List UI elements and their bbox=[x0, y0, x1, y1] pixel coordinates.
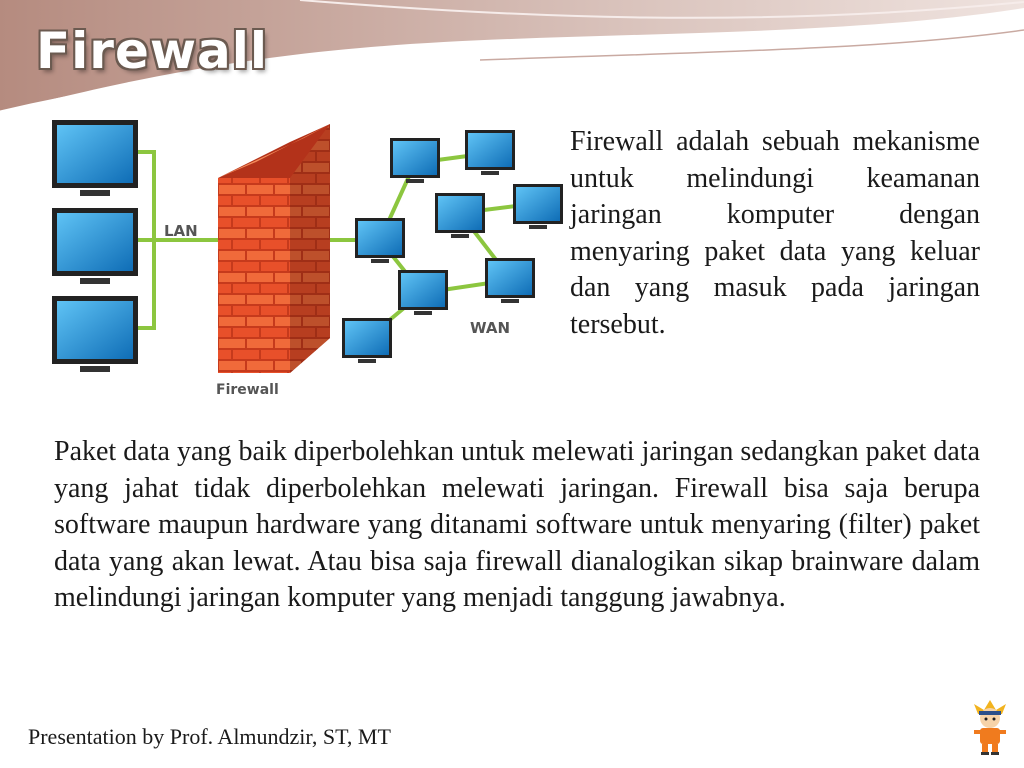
lan-links bbox=[138, 152, 218, 328]
explanation-paragraph: Paket data yang baik diperbolehkan untuk melewati jaringan sedangkan paket data yang jahat tidak diperbolehkan melewati jaringan. Firewall bisa saja berupa software maupun hardware yang ditanami software untuk menyaring (filter) paket data yang akan lewat. Atau bisa saja firewall dianalogikan sikap brainware dalam melindungi jaringan komputer yang menjadi tanggung jawabnya. bbox=[54, 436, 980, 613]
wan-computer-icon bbox=[513, 184, 563, 229]
lan-computer-icon bbox=[52, 296, 138, 372]
brick-wall-icon bbox=[218, 124, 330, 373]
wan-computer-icon bbox=[465, 130, 515, 175]
firewall-label: Firewall bbox=[216, 382, 279, 398]
wan-computer-icon bbox=[390, 138, 440, 183]
lan-computer-icon bbox=[52, 120, 138, 196]
definition-paragraph: Firewall adalah sebuah mekanisme untuk melindungi keamanan jaringan komputer dengan menyaring paket data yang keluar dan yang masuk pada jaringan tersebut. bbox=[570, 126, 980, 340]
wan-computer-icon bbox=[355, 218, 405, 263]
footer-credit: Presentation by Prof. Almundzir, ST, MT bbox=[28, 724, 391, 749]
firewall-network-diagram bbox=[50, 118, 570, 403]
wan-computer-icon bbox=[342, 318, 392, 363]
wan-computer-icon bbox=[485, 258, 535, 303]
lan-label: LAN bbox=[164, 222, 198, 240]
slide-title: Firewall bbox=[36, 22, 269, 80]
lan-computer-icon bbox=[52, 208, 138, 284]
wan-label: WAN bbox=[470, 319, 511, 337]
wan-computer-icon bbox=[398, 270, 448, 315]
mascot-icon bbox=[970, 700, 1010, 756]
wan-computer-icon bbox=[435, 193, 485, 238]
